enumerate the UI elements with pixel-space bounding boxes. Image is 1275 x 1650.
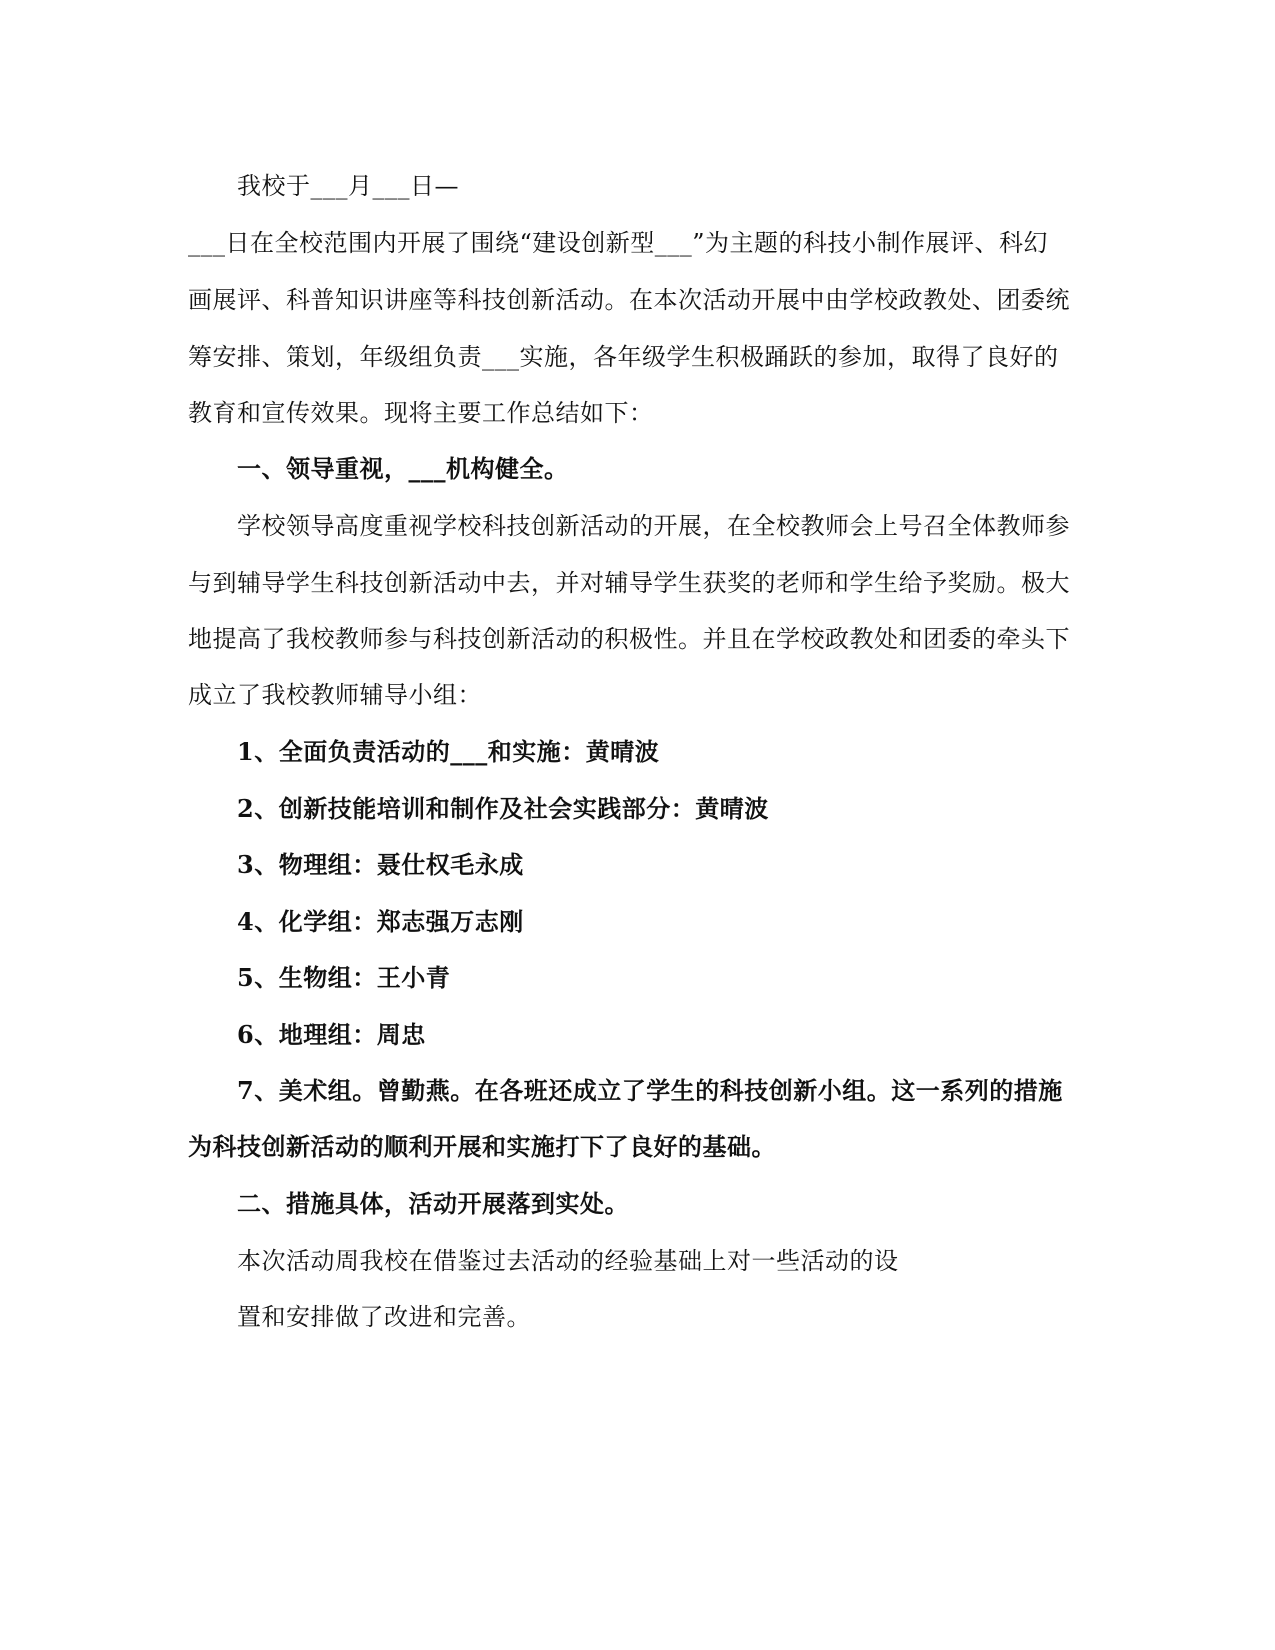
intro-line-3: 画展评、科普知识讲座等科技创新活动。在本次活动开展中由学校政教处、团委统 <box>188 286 1070 314</box>
section-1-para-line-1: 学校领导高度重视学校科技创新活动的开展，在全校教师会上号召全体教师参 <box>237 512 1070 540</box>
section-1-para-line-2: 与到辅导学生科技创新活动中去，并对辅导学生获奖的老师和学生给予奖励。极大 <box>188 569 1070 597</box>
list-item-7-line-1: 7、美术组。曾勤燕。在各班还成立了学生的科技创新小组。这一系列的措施 <box>237 1076 1063 1105</box>
intro-line-4: 筹安排、策划，年级组负责___实施，各年级学生积极踊跃的参加，取得了良好的 <box>188 343 1059 371</box>
intro-line-1: 我校于___月___日— <box>237 172 459 200</box>
list-item: 3、物理组：聂仕权毛永成 <box>237 850 524 879</box>
section-2-line-2: 置和安排做了改进和完善。 <box>237 1303 531 1331</box>
section-1-para-line-4: 成立了我校教师辅导小组： <box>188 681 482 709</box>
section-1-para-line-3: 地提高了我校教师参与科技创新活动的积极性。并且在学校政教处和团委的牵头下 <box>188 625 1070 653</box>
intro-line-2: ___日在全校范围内开展了围绕“建设创新型___”为主题的科技小制作展评、科幻 <box>188 229 1049 257</box>
list-item: 2、创新技能培训和制作及社会实践部分：黄晴波 <box>237 794 769 823</box>
section-2-line-1: 本次活动周我校在借鉴过去活动的经验基础上对一些活动的设 <box>237 1247 899 1275</box>
section-1-heading: 一、领导重视，___机构健全。 <box>237 454 569 483</box>
list-item: 6、地理组：周忠 <box>237 1020 426 1049</box>
list-item: 5、生物组：王小青 <box>237 963 451 992</box>
intro-line-5: 教育和宣传效果。现将主要工作总结如下： <box>188 399 654 427</box>
list-item-7-line-2: 为科技创新活动的顺利开展和实施打下了良好的基础。 <box>188 1132 776 1161</box>
section-2-heading: 二、措施具体，活动开展落到实处。 <box>237 1189 629 1218</box>
list-item: 4、化学组：郑志强万志刚 <box>237 907 524 936</box>
list-item: 1、全面负责活动的___和实施：黄晴波 <box>237 737 660 766</box>
